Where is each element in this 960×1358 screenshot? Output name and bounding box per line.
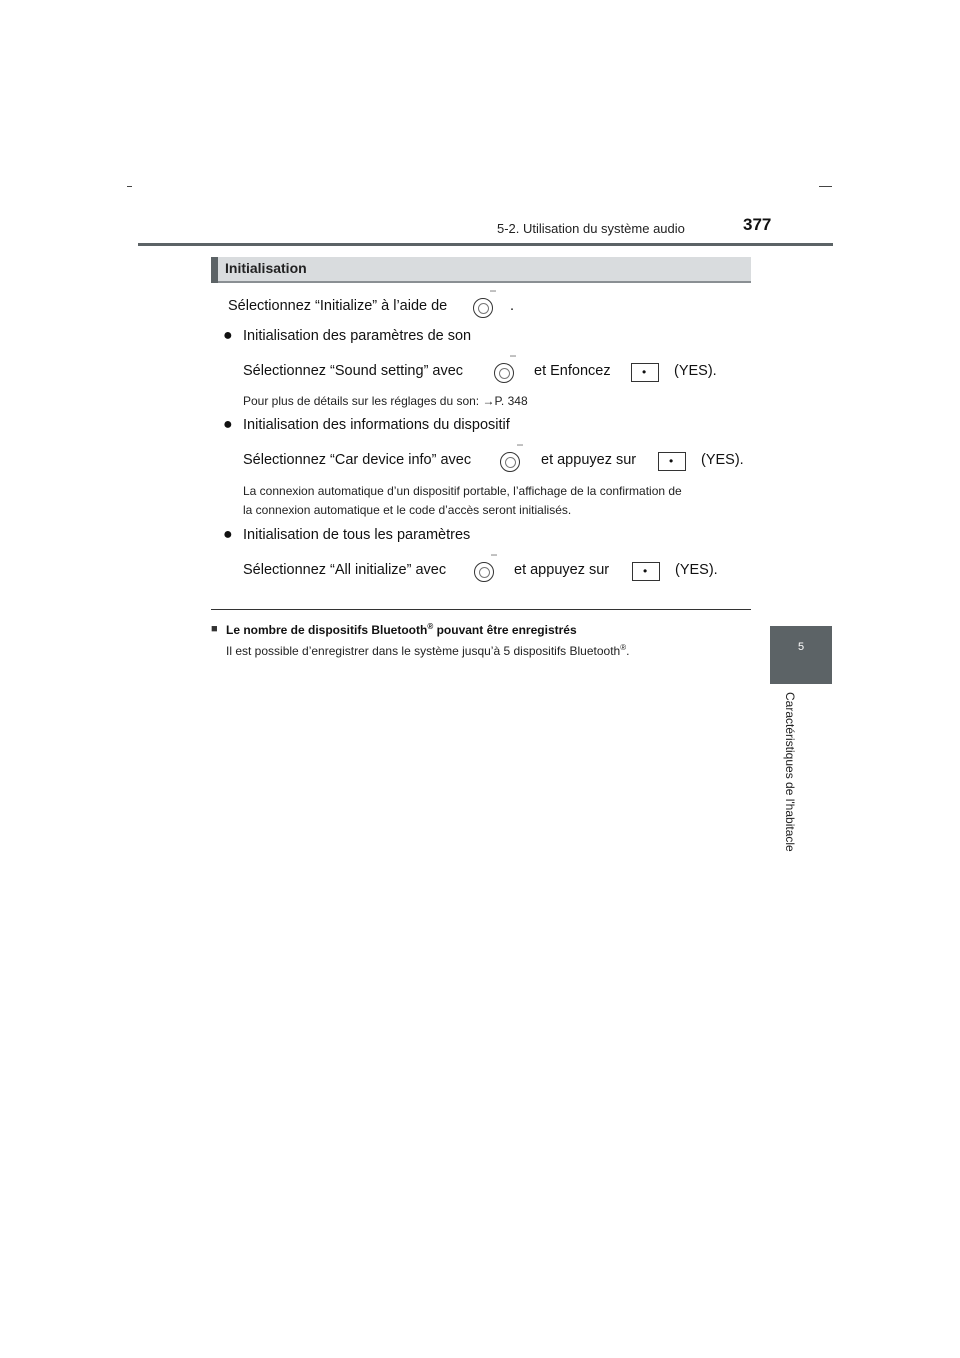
header-rule	[138, 243, 833, 246]
item-title: Initialisation des paramètres de son	[243, 328, 472, 344]
knob-mark-icon: °°°	[491, 554, 497, 560]
key-dot-icon: •	[643, 564, 648, 578]
item-instruction: Sélectionnez “Sound setting” avec	[243, 363, 464, 379]
footer-text-a: Il est possible d’enregistrer dans le système jusqu’à 5 dispositifs Bluetooth	[226, 644, 621, 658]
bullet-icon: ●	[223, 327, 233, 344]
page-number: 377	[743, 215, 772, 234]
item-instruction: Sélectionnez “Car device info” avec	[243, 452, 472, 468]
tune-select-knob-icon	[474, 562, 494, 582]
registered-mark: ®	[620, 643, 627, 652]
key-dot-icon: •	[669, 454, 674, 468]
chapter-number: 5	[797, 641, 805, 653]
footer-text-b: .	[626, 644, 630, 658]
bullet-icon: ●	[223, 416, 233, 433]
section-bar-accent	[211, 257, 218, 283]
item-instruction-end: (YES).	[675, 562, 718, 578]
item-title: Initialisation de tous les paramètres	[243, 527, 471, 543]
knob-mark-icon: °°°	[510, 355, 516, 361]
knob-mark-icon: °°°	[490, 290, 496, 296]
footer-heading-b: pouvant être enregistrés	[433, 623, 577, 637]
item-instruction-mid: et appuyez sur	[541, 452, 637, 468]
bullet-icon: ●	[223, 526, 233, 543]
item-note: La connexion automatique d’un dispositif portable, l’affichage de la confirmation de	[243, 484, 682, 498]
chapter-tab	[770, 626, 832, 684]
item-instruction-mid: et appuyez sur	[514, 562, 610, 578]
crop-mark-left	[127, 186, 132, 187]
key-dot-icon: •	[642, 365, 647, 379]
footer-heading-a: Le nombre de dispositifs Bluetooth	[226, 623, 428, 637]
footer-rule	[211, 609, 751, 610]
item-note: Pour plus de détails sur les réglages du son: →P. 348	[243, 394, 528, 408]
chapter-label: Caractéristiques de l'habitacle	[783, 692, 797, 852]
item-title: Initialisation des informations du dispositif	[243, 417, 510, 433]
tune-select-knob-icon	[473, 298, 493, 318]
header-section-title: 5-2. Utilisation du système audio	[497, 221, 685, 236]
item-instruction-end: (YES).	[674, 363, 717, 379]
footer-text	[226, 643, 629, 658]
crop-mark-right	[819, 186, 832, 187]
square-bullet-icon: ■	[211, 623, 218, 635]
knob-mark-icon: °°°	[517, 444, 523, 450]
item-instruction-mid: et Enfoncez	[534, 363, 611, 379]
intro-text: Sélectionnez “Initialize” à l’aide de	[228, 298, 448, 314]
item-instruction: Sélectionnez “All initialize” avec	[243, 562, 447, 578]
registered-mark: ®	[427, 622, 434, 631]
item-note: la connexion automatique et le code d’accès seront initialisés.	[243, 503, 572, 517]
item-instruction-end: (YES).	[701, 452, 744, 468]
footer-heading	[226, 622, 577, 637]
section-title: Initialisation	[225, 260, 307, 276]
intro-period: .	[510, 298, 515, 314]
tune-select-knob-icon	[494, 363, 514, 383]
tune-select-knob-icon	[500, 452, 520, 472]
